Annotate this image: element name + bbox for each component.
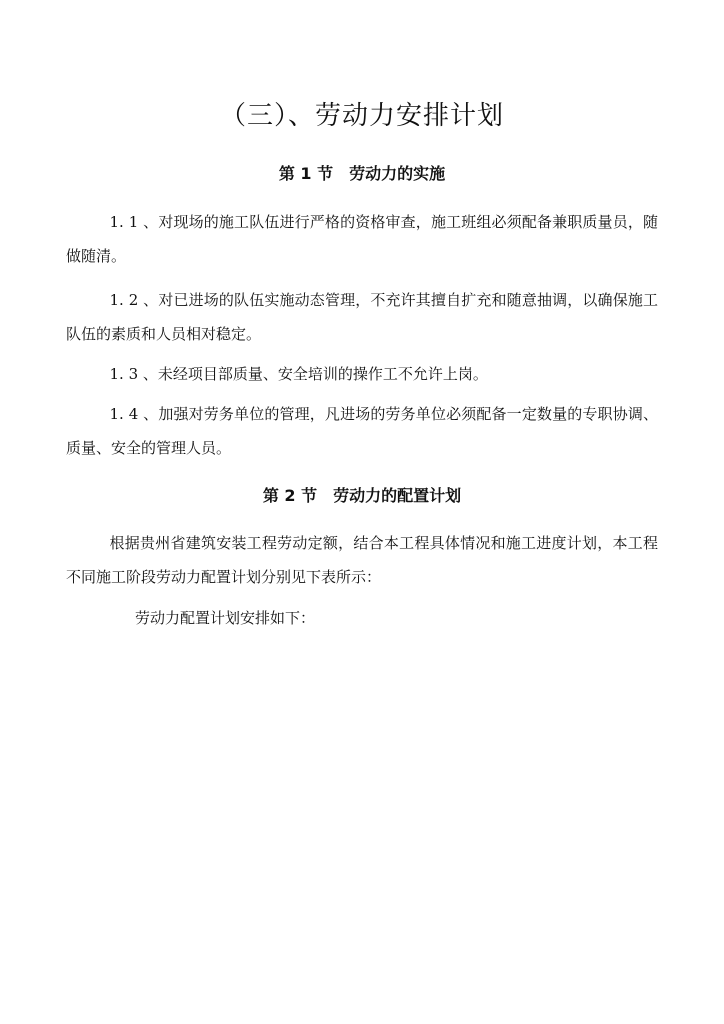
section-2-paragraph: 根据贵州省建筑安装工程劳动定额，结合本工程具体情况和施工进度计划，本工程不同施工阶段劳动力配置计划分别见下表所示： [66,534,658,586]
section-1-item-3: 1. 3 、未经项目部质量、安全培训的操作工不允许上岗。 [109,365,488,383]
section-2-note: 劳动力配置计划安排如下： [135,609,316,627]
section-1-heading: 第 1 节 劳动力的实施 [278,164,446,183]
document-title: （三）、劳动力安排计划 [219,101,504,131]
section-1-item-1: 1. 1 、对现场的施工队伍进行严格的资格审查，施工班组必须配备兼职质量员，随做随清。 [66,213,658,265]
section-1-item-4: 1. 4 、加强对劳务单位的管理，凡进场的劳务单位必须配备一定数量的专职协调、质量、安全的管理人员。 [66,405,658,457]
section-2-heading: 第 2 节 劳动力的配置计划 [262,486,462,505]
section-1-item-2: 1. 2 、对已进场的队伍实施动态管理，不充许其擅自扩充和随意抽调，以确保施工队伍的素质和人员相对稳定。 [66,291,658,343]
